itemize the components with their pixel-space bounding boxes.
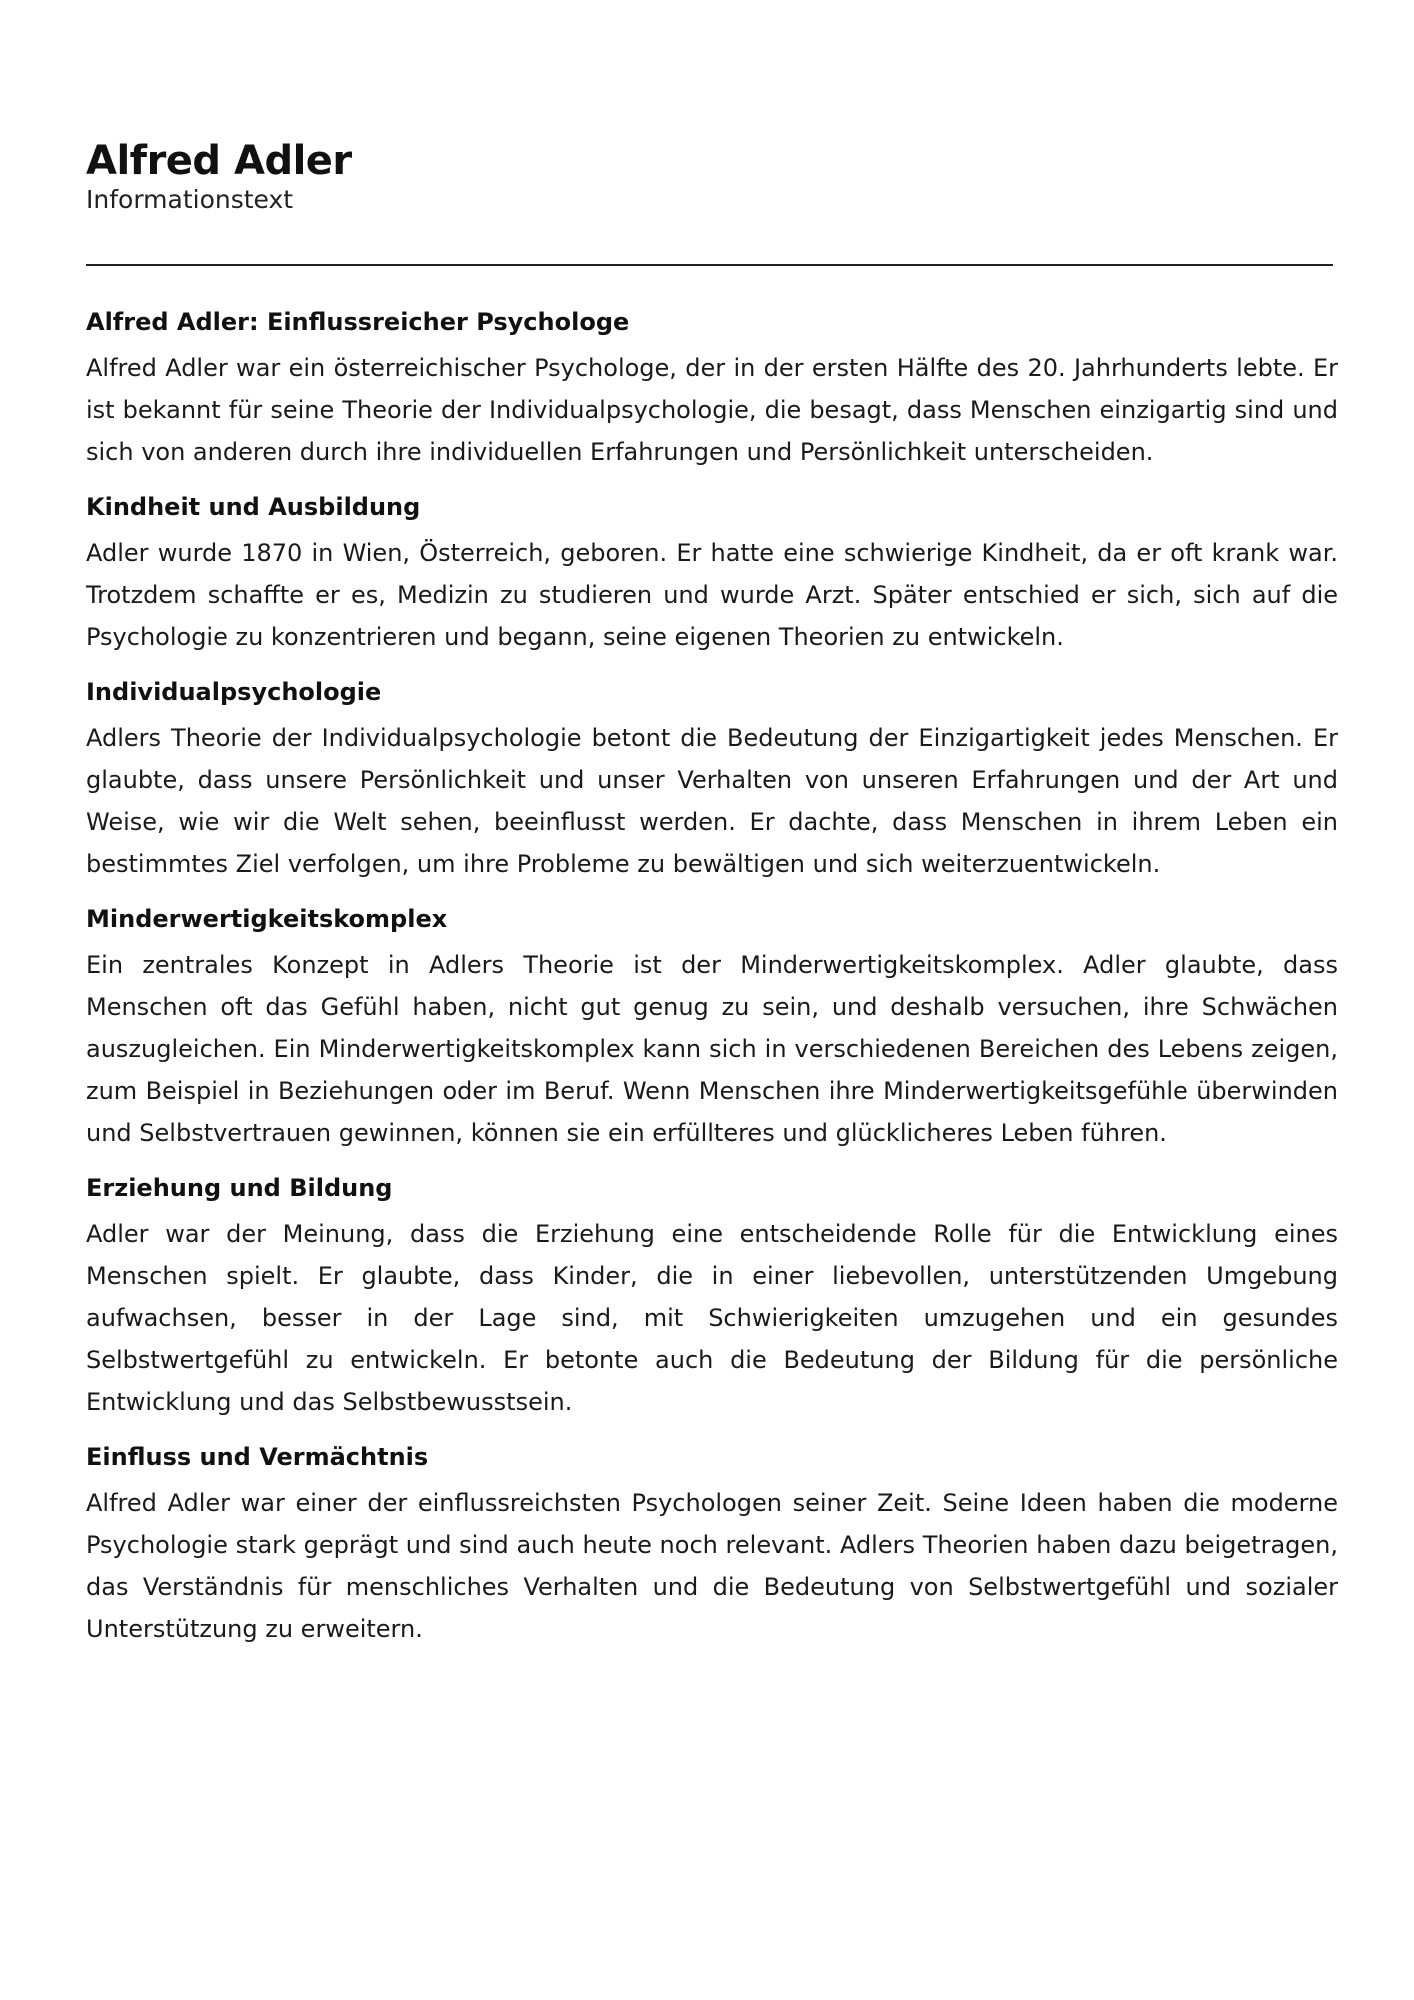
section-heading: Erziehung und Bildung (86, 1174, 393, 1202)
section-body: Alfred Adler war einer der einflussreichsten Psychologen seiner Zeit. Seine Ideen haben die moderne Psychologie stark geprägt und sind auch heute noch relevant. Adlers Theorien haben dazu beigetragen, das Verständnis für menschliches Verhalten und die Bedeutung von Selbstwertgefühl und sozialer Unterstützung zu erweitern. (86, 1489, 1338, 1643)
document-title: Alfred Adler (86, 138, 352, 184)
section-heading: Minderwertigkeitskomplex (86, 905, 448, 933)
document-page (86, 138, 1338, 1668)
section-heading: Kindheit und Ausbildung (86, 493, 421, 521)
section-heading: Alfred Adler: Einflussreicher Psychologe (86, 308, 630, 336)
document-subtitle: Informationstext (86, 185, 294, 214)
section-body: Adlers Theorie der Individualpsychologie betont die Bedeutung der Einzigartigkeit jedes Menschen. Er glaubte, dass unsere Persönlichkeit und unser Verhalten von unseren Erfahrungen und der Art und Weise, wie wir die Welt sehen, beeinflusst werden. Er dachte, dass Menschen in ihrem Leben ein bestimmtes Ziel verfolgen, um ihre Probleme zu bewältigen und sich weiterzuentwickeln. (86, 724, 1338, 878)
document-content (86, 306, 1338, 1650)
section-body: Ein zentrales Konzept in Adlers Theorie ist der Minderwertigkeitskomplex. Adler glaubte, dass Menschen oft das Gefühl haben, nicht gut genug zu sein, und deshalb versuchen, ihre Schwächen auszugleichen. Ein Minderwertigkeitskomplex kann sich in verschiedenen Bereichen des Lebens zeigen, zum Beispiel in Beziehungen oder im Beruf. Wenn Menschen ihre Minderwertigkeitsgefühle überwinden und Selbstvertrauen gewinnen, können sie ein erfüllteres und glücklicheres Leben führen. (86, 951, 1338, 1147)
section-childhood (86, 491, 1338, 658)
section-body: Adler wurde 1870 in Wien, Österreich, geboren. Er hatte eine schwierige Kindheit, da er oft krank war. Trotzdem schaffte er es, Medizin zu studieren und wurde Arzt. Später entschied er sich, sich auf die Psychologie zu konzentrieren und begann, seine eigenen Theorien zu entwickeln. (86, 539, 1338, 651)
section-heading: Individualpsychologie (86, 678, 382, 706)
section-body: Adler war der Meinung, dass die Erziehung eine entscheidende Rolle für die Entwicklung eines Menschen spielt. Er glaubte, dass Kinder, die in einer liebevollen, unterstützenden Umgebung aufwachsen, besser in der Lage sind, mit Schwierigkeiten umzugehen und ein gesundes Selbstwertgefühl zu entwickeln. Er betonte auch die Bedeutung der Bildung für die persönliche Entwicklung und das Selbstbewusstsein. (86, 1220, 1338, 1416)
section-legacy (86, 1441, 1338, 1650)
section-body: Alfred Adler war ein österreichischer Psychologe, der in der ersten Hälfte des 20. Jahrhunderts lebte. Er ist bekannt für seine Theorie der Individualpsychologie, die besagt, dass Menschen einzigartig sind und sich von anderen durch ihre individuellen Erfahrungen und Persönlichkeit unterscheiden. (86, 354, 1338, 466)
section-heading: Einfluss und Vermächtnis (86, 1443, 429, 1471)
section-intro (86, 306, 1338, 473)
header-divider (86, 264, 1333, 266)
section-individual-psychology (86, 676, 1338, 885)
section-inferiority-complex (86, 903, 1338, 1154)
section-education (86, 1172, 1338, 1423)
